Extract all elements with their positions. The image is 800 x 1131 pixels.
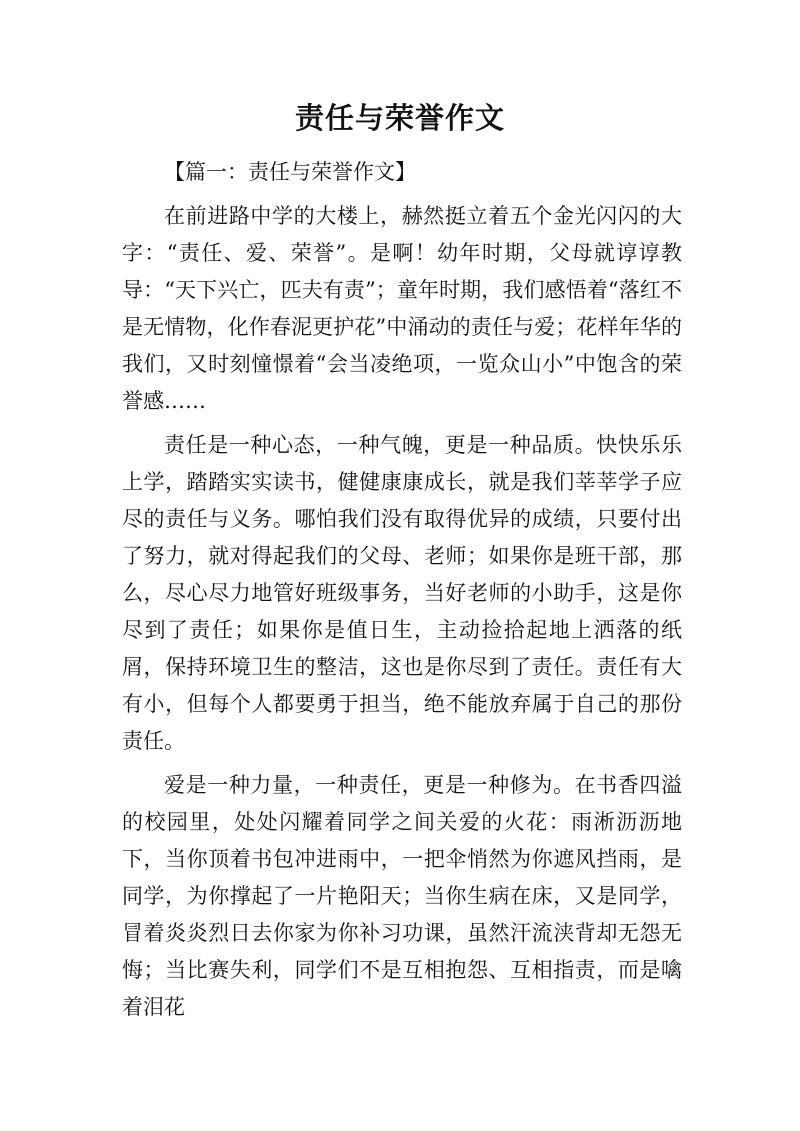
- document-body: [122, 154, 682, 1026]
- paragraph-2: 责任是一种心态，一种气魄，更是一种品质。快快乐乐上学，踏踏实实读书，健健康康成长，就是我们莘莘学子应尽的责任与义务。哪怕我们没有取得优异的成绩，只要付出了努力，就对得起我们的父母、老师；如果你是班干部，那么，尽心尽力地管好班级事务，当好老师的小助手，这是你尽到了责任；如果你是值日生，主动捡拾起地上洒落的纸屑，保持环境卫生的整洁，这也是你尽到了责任。责任有大有小，但每个人都要勇于担当，绝不能放弃属于自己的那份责任。: [122, 433, 682, 753]
- paragraph-1: 在前进路中学的大楼上，赫然挺立着五个金光闪闪的大字：“责任、爱、荣誉”。是啊！幼年时期，父母就谆谆教导：“天下兴亡，匹夫有责”；童年时期，我们感悟着“落红不是无情物，化作春泥更护花”中涌动的责任与爱；花样年华的我们，又时刻憧憬着“会当凌绝项，一览众山小”中饱含的荣誉感……: [122, 204, 682, 413]
- document-title: 责任与荣誉作文: [294, 101, 505, 135]
- section-heading: 【篇一：责任与荣誉作文】: [164, 160, 416, 184]
- paragraph-3: 爱是一种力量，一种责任，更是一种修为。在书香四溢的校园里，处处闪耀着同学之间关爱的火花：雨淅沥沥地下，当你顶着书包冲进雨中，一把伞悄然为你遮风挡雨，是同学，为你撑起了一片艳阳天；当你生病在床，又是同学，冒着炎炎烈日去你家为你补习功课，虽然汗流浃背却无怨无悔；当比赛失利，同学们不是互相抱怨、互相指责，而是噙着泪花: [122, 773, 682, 1019]
